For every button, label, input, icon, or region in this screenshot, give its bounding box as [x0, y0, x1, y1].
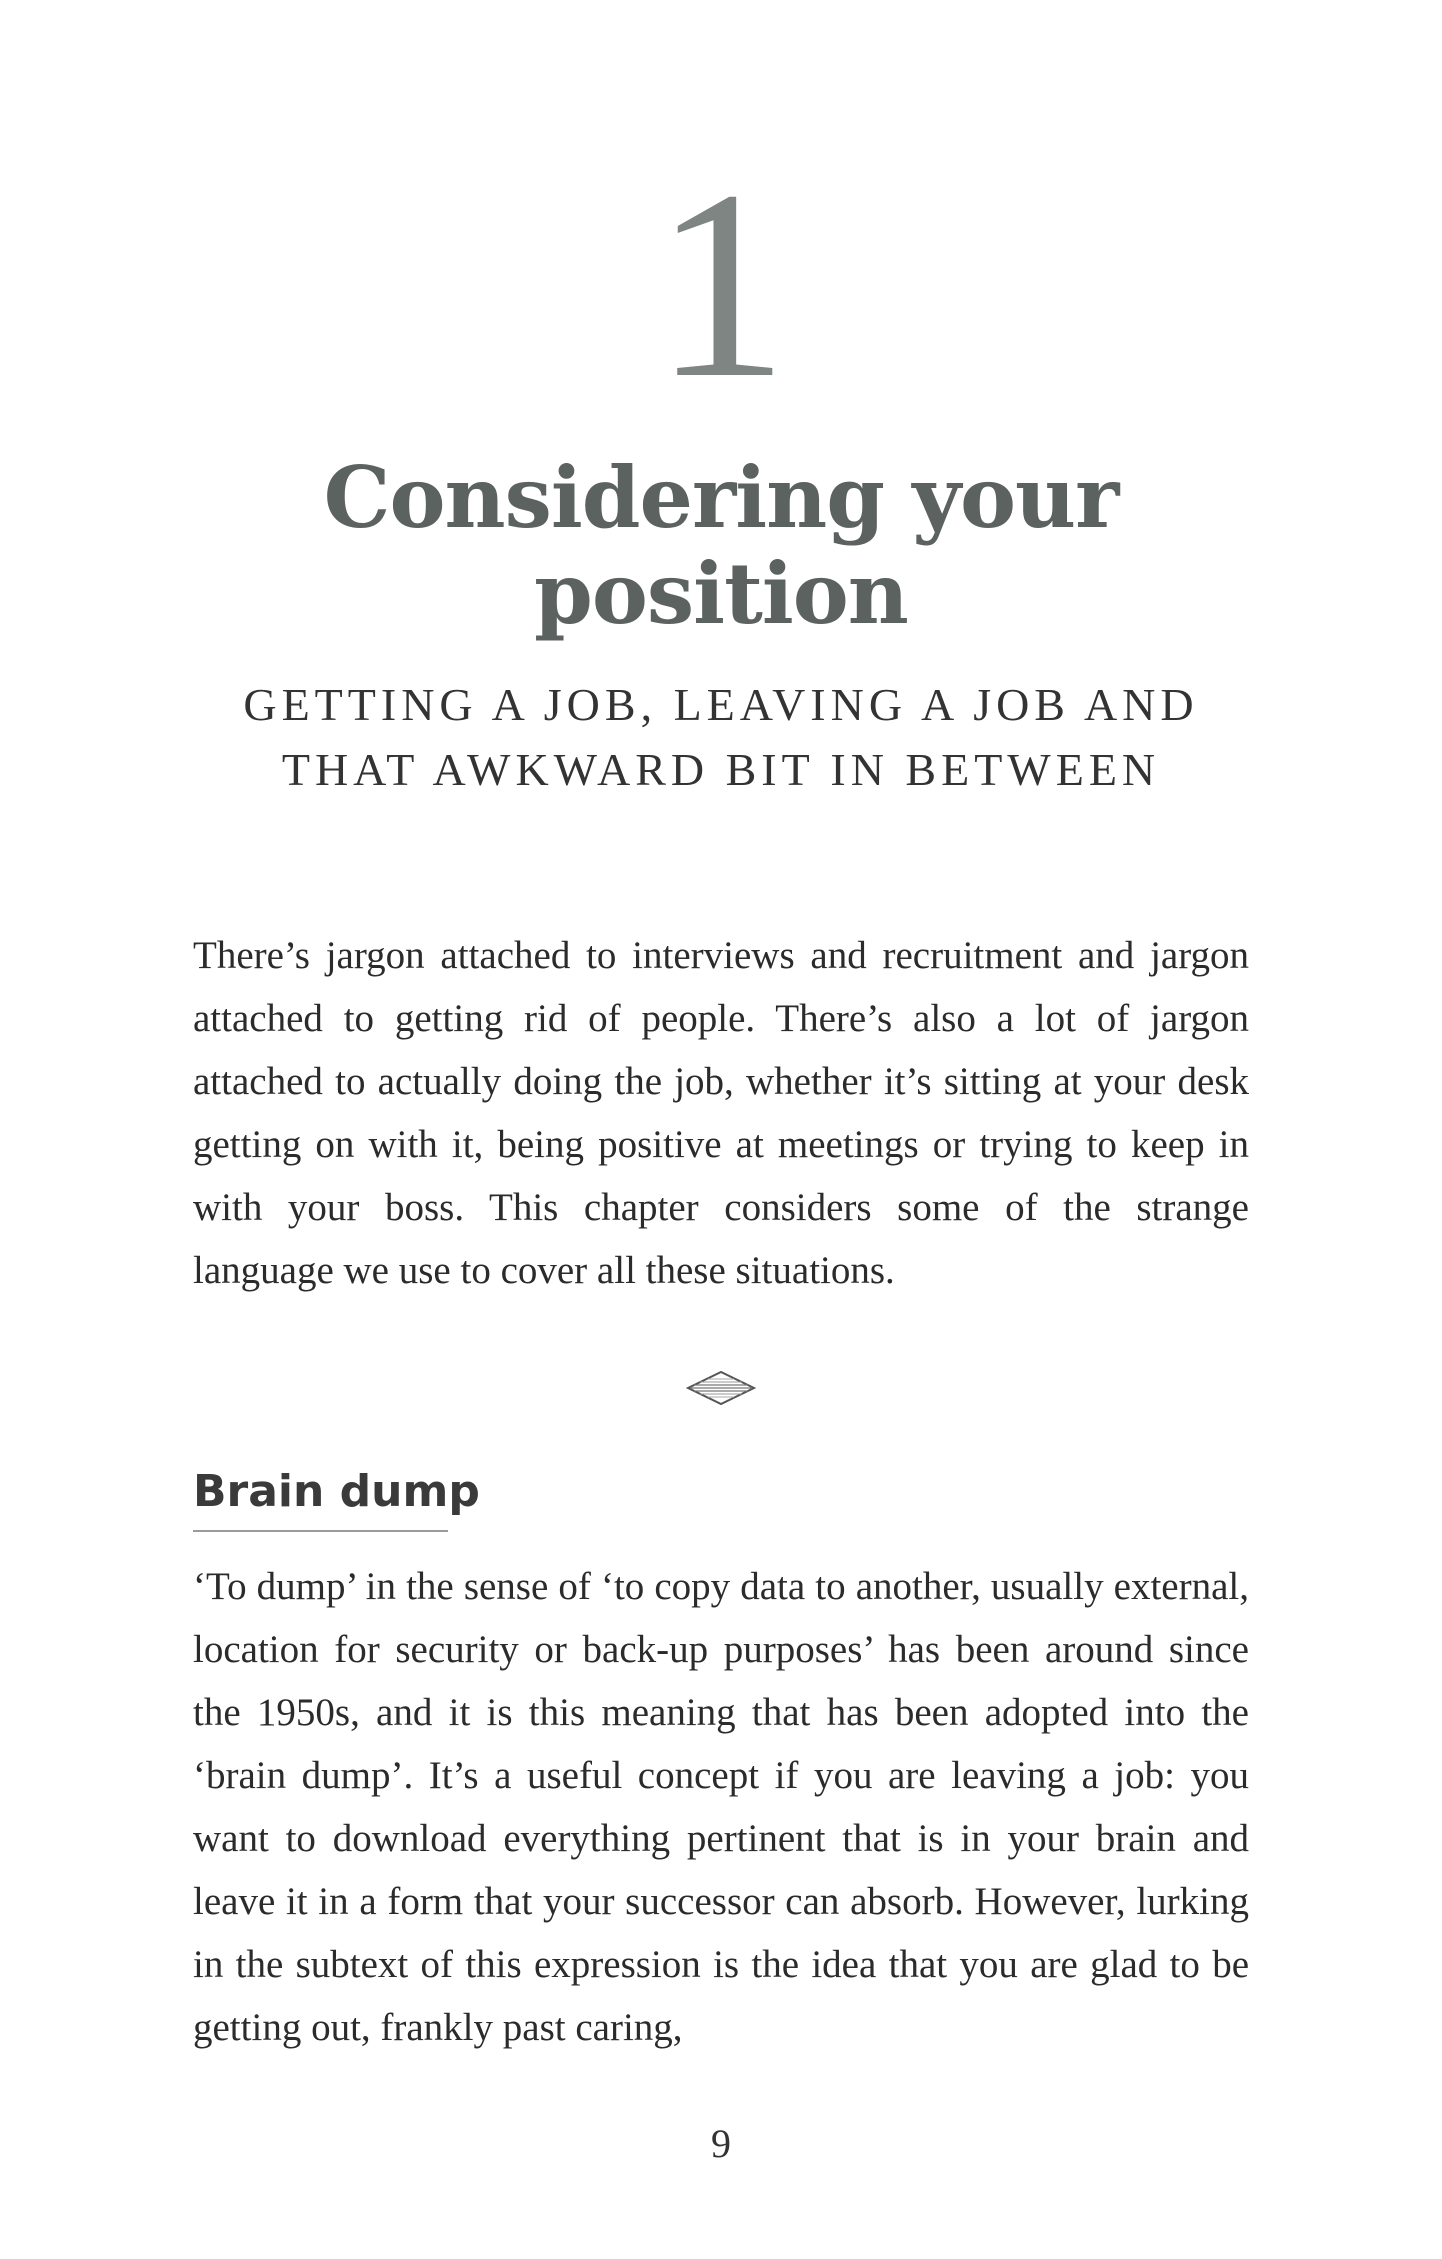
- chapter-title-line-2: position: [534, 544, 908, 643]
- chapter-subtitle-line-2: THAT AWKWARD BIT IN BETWEEN: [281, 744, 1161, 795]
- section-heading-rule: [193, 1530, 448, 1532]
- diamond-ornament-icon: [686, 1368, 756, 1408]
- chapter-number: 1: [653, 135, 789, 434]
- chapter-subtitle-line-1: GETTING A JOB, LEAVING A JOB AND: [243, 679, 1199, 730]
- page-number: 9: [711, 2121, 731, 2166]
- section-heading: Brain dump: [193, 1466, 480, 1517]
- section-paragraph: ‘To dump’ in the sense of ‘to copy data to another, usually external, location for security or back-up purposes’ has been around since the 1950s, and it is this meaning that has been adopted into the ‘brain dump’. It’s a useful concept if you are leaving a job: you want to download everything pertinent that is in your brain and leave it in a form that your successor can absorb. However, lurking in the subtext of this expression is the idea that you are glad to be getting out, frankly past caring,: [193, 1565, 1249, 2049]
- intro-paragraph: There’s jargon attached to interviews and recruitment and jargon attached to getting rid of people. There’s also a lot of jargon attached to actually doing the job, whether it’s sitting at your desk getting on with it, being positive at meetings or trying to keep in with your boss. This chapter considers some of the strange language we use to cover all these situations.: [193, 934, 1249, 1292]
- chapter-title-line-1: Considering your: [323, 448, 1119, 547]
- chapter-title: [0, 450, 1442, 642]
- chapter-subtitle: [150, 672, 1292, 802]
